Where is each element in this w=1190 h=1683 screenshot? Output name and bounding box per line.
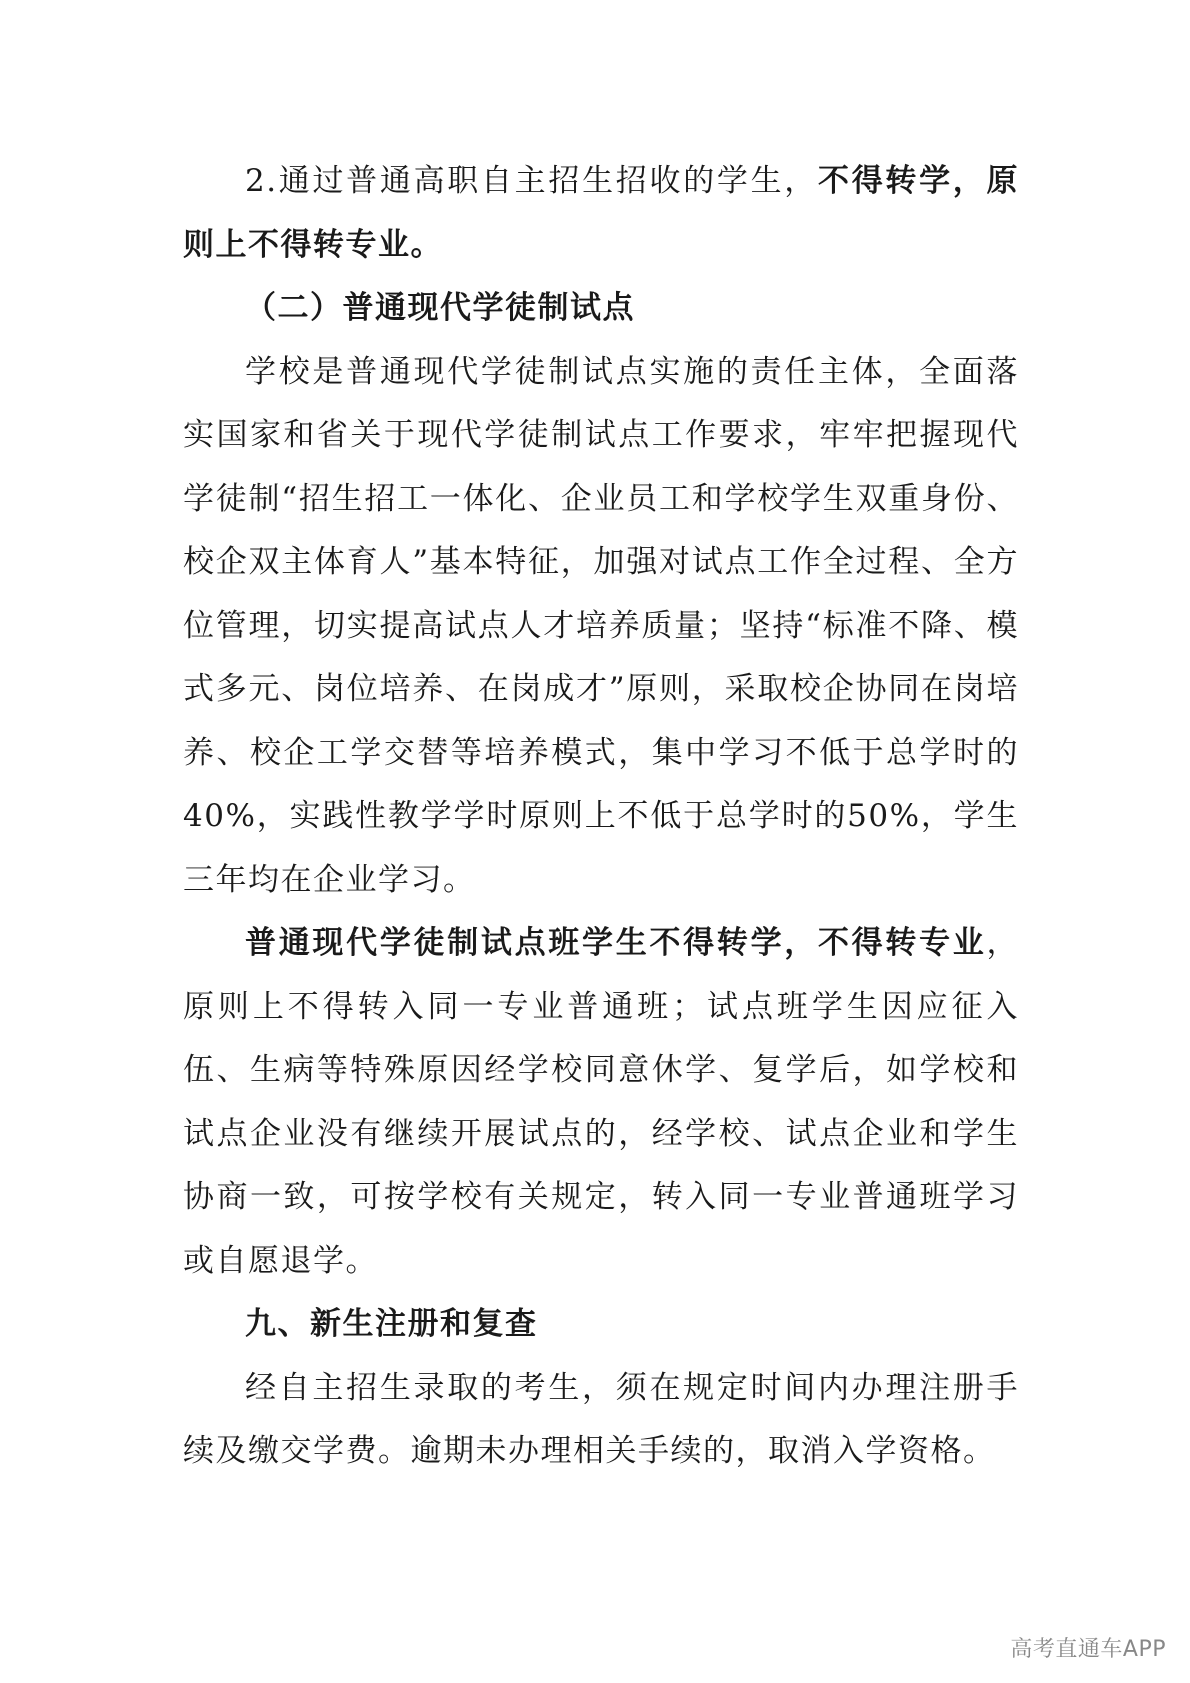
- paragraph-transfer-rule-text: 2.通过普通高职自主招生招收的学生，: [245, 163, 818, 199]
- paragraph-apprenticeship-transfer-text: ，原则上不得转入同一专业普通班；试点班学生因应征入伍、生病等特殊原因经学校同意休学、复学后，如学校和试点企业没有继续开展试点的，经学校、试点企业和学生协商一致，可按学校有关规定，转入同一专业普通班学习或自愿退学。: [183, 925, 1019, 1279]
- paragraph-transfer-rule-bold: 不得转学，原则上不得转专业。: [183, 163, 1020, 263]
- paragraph-apprenticeship-body: 学校是普通现代学徒制试点实施的责任主体，全面落实国家和省关于现代学徒制试点工作要求，牢牢把握现代学徒制“招生招工一体化、企业员工和学校学生双重身份、校企双主体育人”基本特征，加强对试点工作全过程、全方位管理，切实提高试点人才培养质量；坚持“标准不降、模式多元、岗位培养、在岗成才”原则，采取校企协同在岗培养、校企工学交替等培养模式，集中学习不低于总学时的40%，实践性教学学时原则上不低于总学时的50%，学生三年均在企业学习。: [183, 353, 1019, 898]
- document-page: [183, 150, 1019, 1484]
- paragraph-registration-body: 经自主招生录取的考生，须在规定时间内办理注册手续及缴交学费。逾期未办理相关手续的，取消入学资格。: [183, 1369, 1019, 1469]
- section-heading-apprenticeship: （二）普通现代学徒制试点: [245, 290, 635, 326]
- app-watermark: 高考直通车APP: [1010, 1637, 1166, 1662]
- paragraph-transfer-rule: [183, 150, 1019, 277]
- paragraph-apprenticeship-transfer-bold: 普通现代学徒制试点班学生不得转学，不得转专业: [245, 925, 987, 961]
- paragraph-apprenticeship-transfer: [183, 912, 1019, 1293]
- section-heading-registration: 九、新生注册和复查: [245, 1306, 538, 1342]
